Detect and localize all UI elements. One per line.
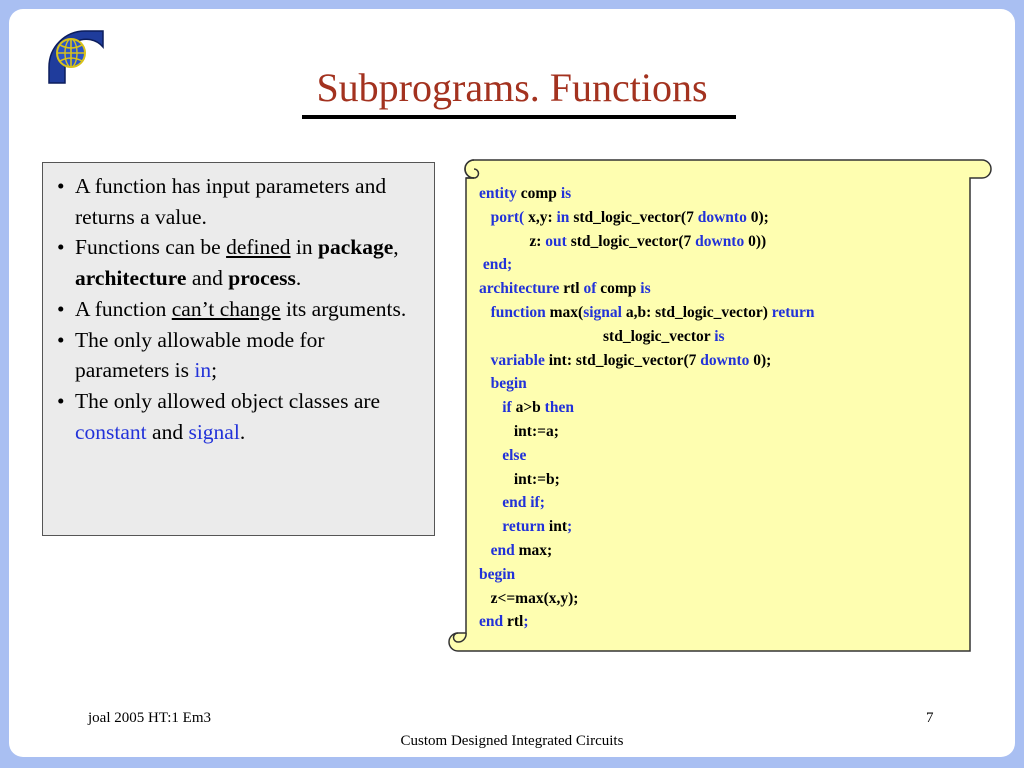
- bullet-box: [42, 162, 435, 536]
- bullet-text: constant: [75, 419, 147, 444]
- code-keyword: end;: [482, 256, 513, 274]
- bullet-text: defined: [226, 235, 291, 260]
- code-keyword: downto: [700, 351, 750, 369]
- code-keyword: end: [490, 541, 515, 559]
- code-keyword: if: [502, 399, 512, 417]
- code-line: [479, 280, 651, 297]
- code-text: rtl: [559, 280, 584, 298]
- page-number: 7: [926, 710, 934, 726]
- code-line: [479, 613, 529, 630]
- code-keyword: entity: [479, 185, 517, 202]
- code-keyword: ;: [523, 613, 529, 631]
- code-text: [479, 375, 491, 392]
- code-text: 0);: [746, 208, 769, 226]
- code-keyword: begin: [490, 375, 527, 393]
- bullet-item: [57, 294, 424, 325]
- bullet-text: Functions can be: [75, 235, 227, 260]
- code-text: [479, 352, 491, 369]
- code-text: [479, 447, 502, 464]
- code-text: rtl: [503, 613, 524, 631]
- code-keyword: then: [544, 399, 574, 417]
- bullet-text: process: [228, 266, 296, 291]
- code-keyword: signal: [583, 303, 622, 321]
- code-text: [479, 399, 502, 416]
- code-keyword: variable: [490, 351, 545, 369]
- code-text: comp: [516, 185, 561, 202]
- page-title: Subprograms. Functions: [316, 65, 708, 110]
- bullet-list: [57, 171, 424, 447]
- code-text: max;: [514, 541, 553, 559]
- code-text: int: [545, 518, 567, 536]
- code-keyword: is: [640, 280, 651, 298]
- bullet-item: [57, 325, 424, 386]
- bullet-text: package: [318, 235, 394, 260]
- code-line: [479, 399, 574, 416]
- code-text: std_logic_vector(7: [566, 232, 696, 250]
- bullet-item: [57, 386, 424, 447]
- code-text: comp: [596, 280, 641, 298]
- code-text: std_logic_vector(7: [569, 208, 698, 226]
- code-keyword: downto: [695, 232, 745, 250]
- code-keyword: is: [560, 185, 572, 202]
- code-text: x,y:: [524, 208, 557, 226]
- code-keyword: function: [490, 303, 546, 321]
- bullet-text: and: [186, 266, 229, 291]
- code-line: [479, 423, 559, 440]
- code-line: [479, 209, 769, 226]
- bullet-text: its arguments.: [280, 296, 407, 321]
- code-text: z<=max(x,y);: [479, 589, 579, 607]
- code-keyword: begin: [479, 565, 516, 583]
- code-keyword: return: [502, 518, 546, 536]
- code-line: [479, 304, 815, 321]
- bullet-text: A function has input parameters and returns a value.: [75, 174, 387, 229]
- bullet-item: [57, 171, 424, 232]
- code-line: [479, 352, 771, 369]
- code-line: [479, 328, 725, 345]
- code-line: [479, 542, 552, 559]
- code-keyword: end if;: [502, 494, 545, 512]
- bullet-text: can’t change: [171, 296, 281, 321]
- code-text: [479, 209, 491, 226]
- code-keyword: of: [583, 280, 597, 298]
- bullet-text: A function: [75, 296, 172, 321]
- code-line: [479, 375, 527, 392]
- code-line: [479, 185, 571, 202]
- code-text: int:=b;: [479, 470, 560, 488]
- code-text: [479, 518, 502, 535]
- code-text: z:: [479, 232, 546, 250]
- code-text: [479, 304, 491, 321]
- bullet-text: and: [146, 419, 189, 444]
- code-text: [479, 494, 502, 511]
- code-line: [479, 256, 512, 273]
- code-keyword: return: [771, 303, 815, 321]
- code-line: [479, 233, 766, 250]
- bullet-text: ,: [393, 235, 399, 260]
- code-keyword: is: [714, 327, 725, 345]
- bullet-text: signal: [188, 419, 240, 444]
- bullet-text: The only allowable mode for parameters is: [75, 327, 325, 383]
- bullet-text: The only allowed object classes are: [75, 388, 381, 413]
- code-text: int:=a;: [479, 422, 559, 440]
- code-keyword: out: [545, 232, 567, 250]
- code-text: max(: [545, 303, 584, 321]
- code-text: a>b: [511, 399, 545, 417]
- code-line: [479, 566, 515, 583]
- code-line: [479, 471, 560, 488]
- code-text: int: std_logic_vector(7: [544, 351, 701, 369]
- code-keyword: downto: [697, 208, 747, 226]
- code-text: std_logic_vector: [479, 327, 715, 345]
- code-line: [479, 494, 545, 511]
- code-keyword: else: [502, 446, 527, 464]
- code-keyword: in: [556, 208, 570, 226]
- code-keyword: ;: [566, 518, 573, 536]
- bullet-text: in: [194, 358, 212, 383]
- code-text: 0)): [744, 232, 767, 250]
- vhdl-code-block: [479, 182, 815, 634]
- code-keyword: end: [479, 613, 504, 631]
- code-text: a,b: std_logic_vector): [621, 303, 772, 321]
- footer-course: Custom Designed Integrated Circuits: [400, 733, 624, 749]
- footer-author: joal 2005 HT:1 Em3: [88, 710, 211, 726]
- bullet-text: in: [290, 235, 319, 260]
- bullet-text: ;: [211, 358, 218, 383]
- bullet-text: .: [239, 419, 246, 444]
- code-text: 0);: [749, 351, 772, 369]
- code-line: [479, 518, 572, 535]
- bullet-text: architecture: [75, 266, 187, 291]
- code-line: [479, 447, 526, 464]
- code-line: [479, 590, 578, 607]
- code-text: [479, 542, 491, 559]
- code-keyword: port(: [490, 208, 525, 226]
- bullet-text: .: [295, 266, 302, 291]
- title-underline: [302, 115, 736, 119]
- code-keyword: architecture: [479, 280, 560, 298]
- bullet-item: [57, 232, 424, 293]
